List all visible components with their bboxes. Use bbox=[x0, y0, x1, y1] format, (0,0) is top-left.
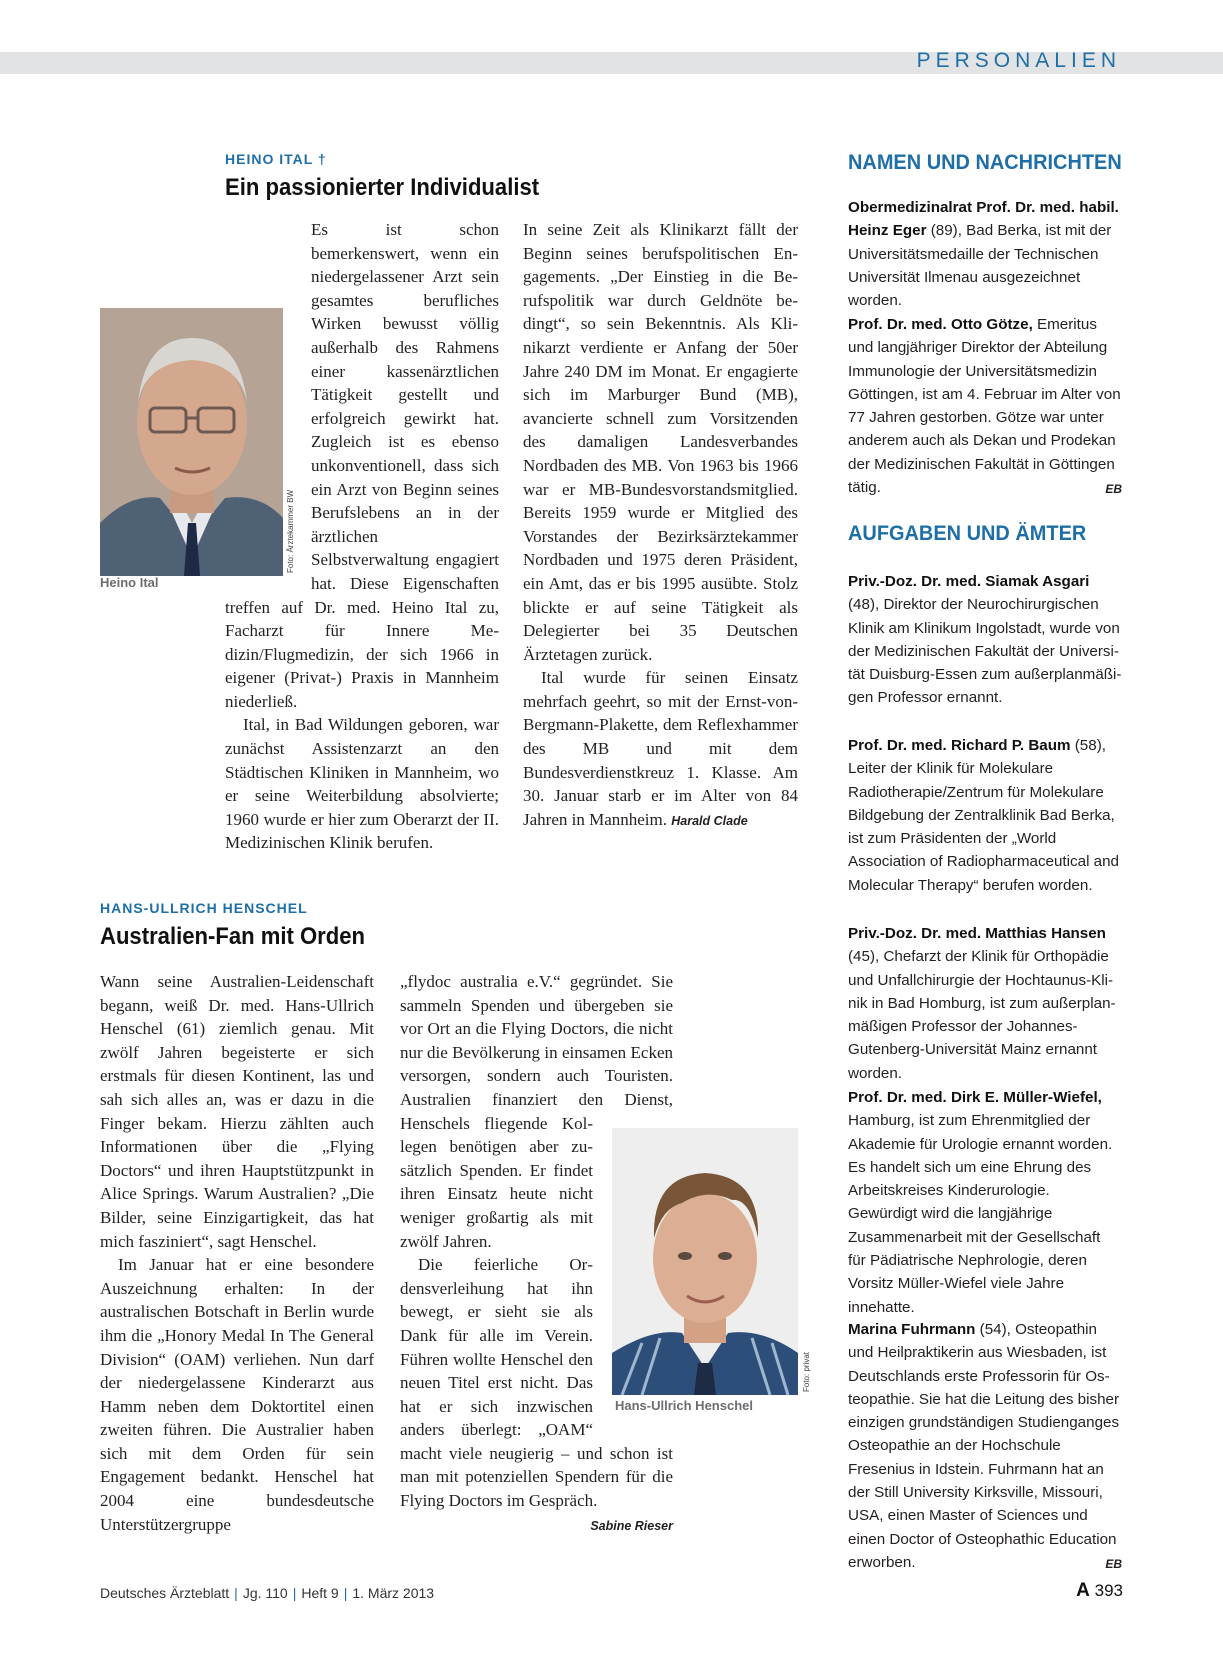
article1-paragraph-3: In seine Zeit als Klinikarzt fällt der Beginn seines berufspolitischen Engagements. „Der Einstieg in die Berufspolitik war durch Geldnöte bedingt“, so sein Bekenntnis. Als Klinikarzt verdiente er Anfang der 50er Jahre 240 DM im Monat. Er engagierte sich im Marburger Bund (MB), avancierte schnell zum Vorsitzenden des damaligen Landesverbandes Nordbaden des MB. Von 1963 bis 1966 war er MB-Bundesvorstandsmitglied. Bereits 1959 wurde er Mitglied des Vorstandes der Bezirksärztekammer Nordbaden und 1975 deren Präsident, ein Amt, das er bis 1995 ausübte. Stolz blickte er auf seine Tätigkeit als Delegierter bei 35 Deutschen Ärztetagen zurück. bbox=[523, 220, 798, 664]
office-item: Priv.-Doz. Dr. med. Matthias Hansen (45), Chefarzt der Klinik für Orthopädie und Unfallchirurgie der Hochtaunus-Klinik in Bad Homburg, ist zum außerplanmäßigen Professor der Johannes-Gutenberg-Universität Mainz ernannt worden. bbox=[848, 925, 1116, 1082]
article2-paragraph-1: Wann seine Australien-Leidenschaft begann, weiß Dr. med. Hans-Ullrich Henschel (61) ziemlich genau. Mit zwölf Jahren begeisterte er sich erstmals für diesen Kontinent, las und sah sich alles an, was er dazu in die Finger bekam. Hierzu zählten auch Informationen über die „Flying Doctors“ und ihren Hauptstützpunkt in Alice Springs. Warum Australien? „Die Bilder, seine Einzigartigkeit, das hat mich fasziniert“, sagt Henschel. bbox=[100, 972, 374, 1251]
offices-section-title: AUFGABEN UND ÄMTER bbox=[848, 522, 1087, 545]
article2-column-1 bbox=[100, 970, 374, 1536]
section-label: PERSONALIEN bbox=[916, 49, 1121, 72]
article2-paragraph-4: Die feierliche Ordensverleihung hat ihn bewegt, er sieht sie als Dank für alle im Verein. Führen wollte Henschel den neuen Titel erst nicht. Das hat er sich inzwischen anders überlegt: „OAM“ macht viele neugierig – und schon ist man mit potenziellen Spendern für die Flying Doctors im Gespräch. Sabine Rieser bbox=[400, 1253, 673, 1513]
office-item: Marina Fuhrmann (54), Osteopathin und Heilpraktikerin aus Wiesbaden, ist Deutschlands erste Professorin für Osteopathie. Sie hat die Leitung des bisher einzigen grundständigen Studienganges Osteopathie an der Hochschule Fresenius in Idstein. Fuhrmann hat an der Still University Kirksville, Missouri, USA, einen Master of Sciences und einen Doctor of Osteophathic Education erworben. EB bbox=[848, 1318, 1122, 1576]
article1-photo-caption: Heino Ital bbox=[100, 575, 159, 590]
article2-paragraph-2: Im Januar hat er eine besondere Auszeichnung erhalten: In der australischen Botschaft in Berlin wurde ihm die „Honory Medal In The General Division“ (OAM) verliehen. Nun darf der niedergelassene Kinderarzt aus Hamm neben dem Doktortitel einen zweiten führen. Die Australier haben sich mit dem Orden für sein Engagement bedankt. Henschel hat 2004 eine bundesdeutsche Unterstützergruppe bbox=[100, 1255, 374, 1534]
news-item: Obermedizinalrat Prof. Dr. med. habil. Heinz Eger (89), Bad Berka, ist mit der Universitätsmedaille der Technischen Universität Ilmenau ausgezeichnet worden. bbox=[848, 199, 1119, 310]
article1-paragraph-2: Ital, in Bad Wildungen geboren, war zunächst Assistenzarzt an den Städtischen Kliniken in Mannheim, wo er seine Weiterbildung absolvierte; 1960 wurde er hier zum Oberarzt der II. Medizinischen Klinik berufen. bbox=[225, 715, 499, 853]
article1-title: Ein passionierter Individualist bbox=[225, 174, 540, 201]
volume: Jg. 110 bbox=[242, 1585, 288, 1601]
office-signature: EB bbox=[1105, 1556, 1122, 1571]
news-section-title: NAMEN UND NACHRICHTEN bbox=[848, 151, 1122, 174]
article2-paragraph-3: „flydoc australia e.V.“ gegründet. Sie sammeln Spenden und übergeben sie vor Ort an die Flying Doctors, die nicht nur die Bevölkerung in einsamen Ecken versorgen, sondern auch Touristen. Australien finanziert den Dienst, Henschels fliegende Kollegen benötigen aber zusätzlich Spenden. Er findet ihren Einsatz heute nicht weniger großartig als mit zwölf Jahren. bbox=[400, 970, 673, 1253]
article1-author: Harald Clade bbox=[671, 813, 748, 828]
article1-paragraph-4: Ital wurde für seinen Einsatz mehrfach geehrt, so mit der Ernst-von-Bergmann-Plakette, dem Reflexhammer des MB und mit dem Bundesverdienstkreuz 1. Klasse. Am 30. Januar starb er im Alter von 84 Jahren in Mannheim. Harald Clade bbox=[523, 668, 798, 829]
issue: Heft 9 bbox=[301, 1585, 339, 1601]
article2-photo-credit: Foto: privat bbox=[802, 1351, 811, 1392]
article1-kicker: HEINO ITAL † bbox=[225, 151, 327, 167]
article2-column-2 bbox=[400, 970, 673, 1538]
news-item: Prof. Dr. med. Otto Götze, Emeritus und langjähriger Direktor der Abteilung Immunologie der Universitätsmedizin Göttingen, ist am 4. Februar im Alter von 77 Jahren gestorben. Götze war unter anderem auch als Dekan und Prodekan der Medizinischen Fakultät in Göttingen tätig. EB bbox=[848, 313, 1122, 501]
article2-author: Sabine Rieser bbox=[590, 1518, 673, 1533]
article1-column-2 bbox=[523, 218, 798, 833]
article1-paragraph-1: Es ist schon bemerkenswert, wenn ein niedergelassener Arzt sein gesamtes berufliches Wirken bewusst völlig außerhalb des Rahmens einer kassenärztlichen Tätigkeit gestellt und erfolgreich gewirkt hat. Zugleich ist es ebenso unkonventionell, dass sich ein Arzt von Beginn seines Berufslebens an in der ärztlichen Selbstverwaltung engagiert hat. Diese Eigenschaften treffen auf Dr. med. Heino Ital zu, Facharzt für Innere Medizin/Flugmedizin, der sich 1966 in eigener (Privat-) Praxis in Mannheim niederließ. bbox=[225, 220, 499, 711]
footer-citation: Deutsches Ärzteblatt | Jg. 110 | Heft 9 | 1. März 2013 bbox=[100, 1585, 435, 1601]
journal-name: Deutsches Ärzteblatt bbox=[100, 1585, 230, 1601]
photo-wrap-space bbox=[593, 1125, 673, 1440]
article1-photo-credit: Foto: Ärztekammer BW bbox=[286, 489, 295, 573]
article2-title: Australien-Fan mit Orden bbox=[100, 923, 366, 950]
issue-date: 1. März 2013 bbox=[352, 1585, 435, 1601]
office-item: Priv.-Doz. Dr. med. Siamak Asgari (48), Direktor der Neurochirurgischen Klinik am Klinikum Ingolstadt, wurde von der Medizinischen Fakultät der Universität Duisburg-Essen zum außerplanmäßigen Professor ernannt. bbox=[848, 573, 1122, 707]
article2-photo-caption: Hans-Ullrich Henschel bbox=[615, 1398, 753, 1413]
office-item: Prof. Dr. med. Richard P. Baum (58), Leiter der Klinik für Molekulare Radiotherapie/Zentrum für Molekulare Bildgebung der Zentralklinik Bad Berka, ist zum Präsidenten der „World Association of Radiopharmaceutical and Molecular Therapy“ berufen worden. bbox=[848, 737, 1120, 894]
office-item: Prof. Dr. med. Dirk E. Müller-Wiefel, Hamburg, ist zum Ehrenmitglied der Akademie für Urologie ernannt worden. Es handelt sich um eine Ehrung des Arbeitskreises Kinderurologie. Gewürdigt wird die langjährige Zusammenarbeit mit der Gesellschaft für Pädiatrische Nephrologie, deren Vorsitz Müller-Wiefel viele Jahre innehatte. bbox=[848, 1089, 1113, 1316]
article2-kicker: HANS-ULLRICH HENSCHEL bbox=[100, 900, 308, 916]
article1-column-1 bbox=[225, 218, 499, 855]
news-signature: EB bbox=[1105, 482, 1122, 497]
page-number: A 393 bbox=[1076, 1580, 1123, 1601]
photo-wrap-space bbox=[225, 288, 311, 594]
